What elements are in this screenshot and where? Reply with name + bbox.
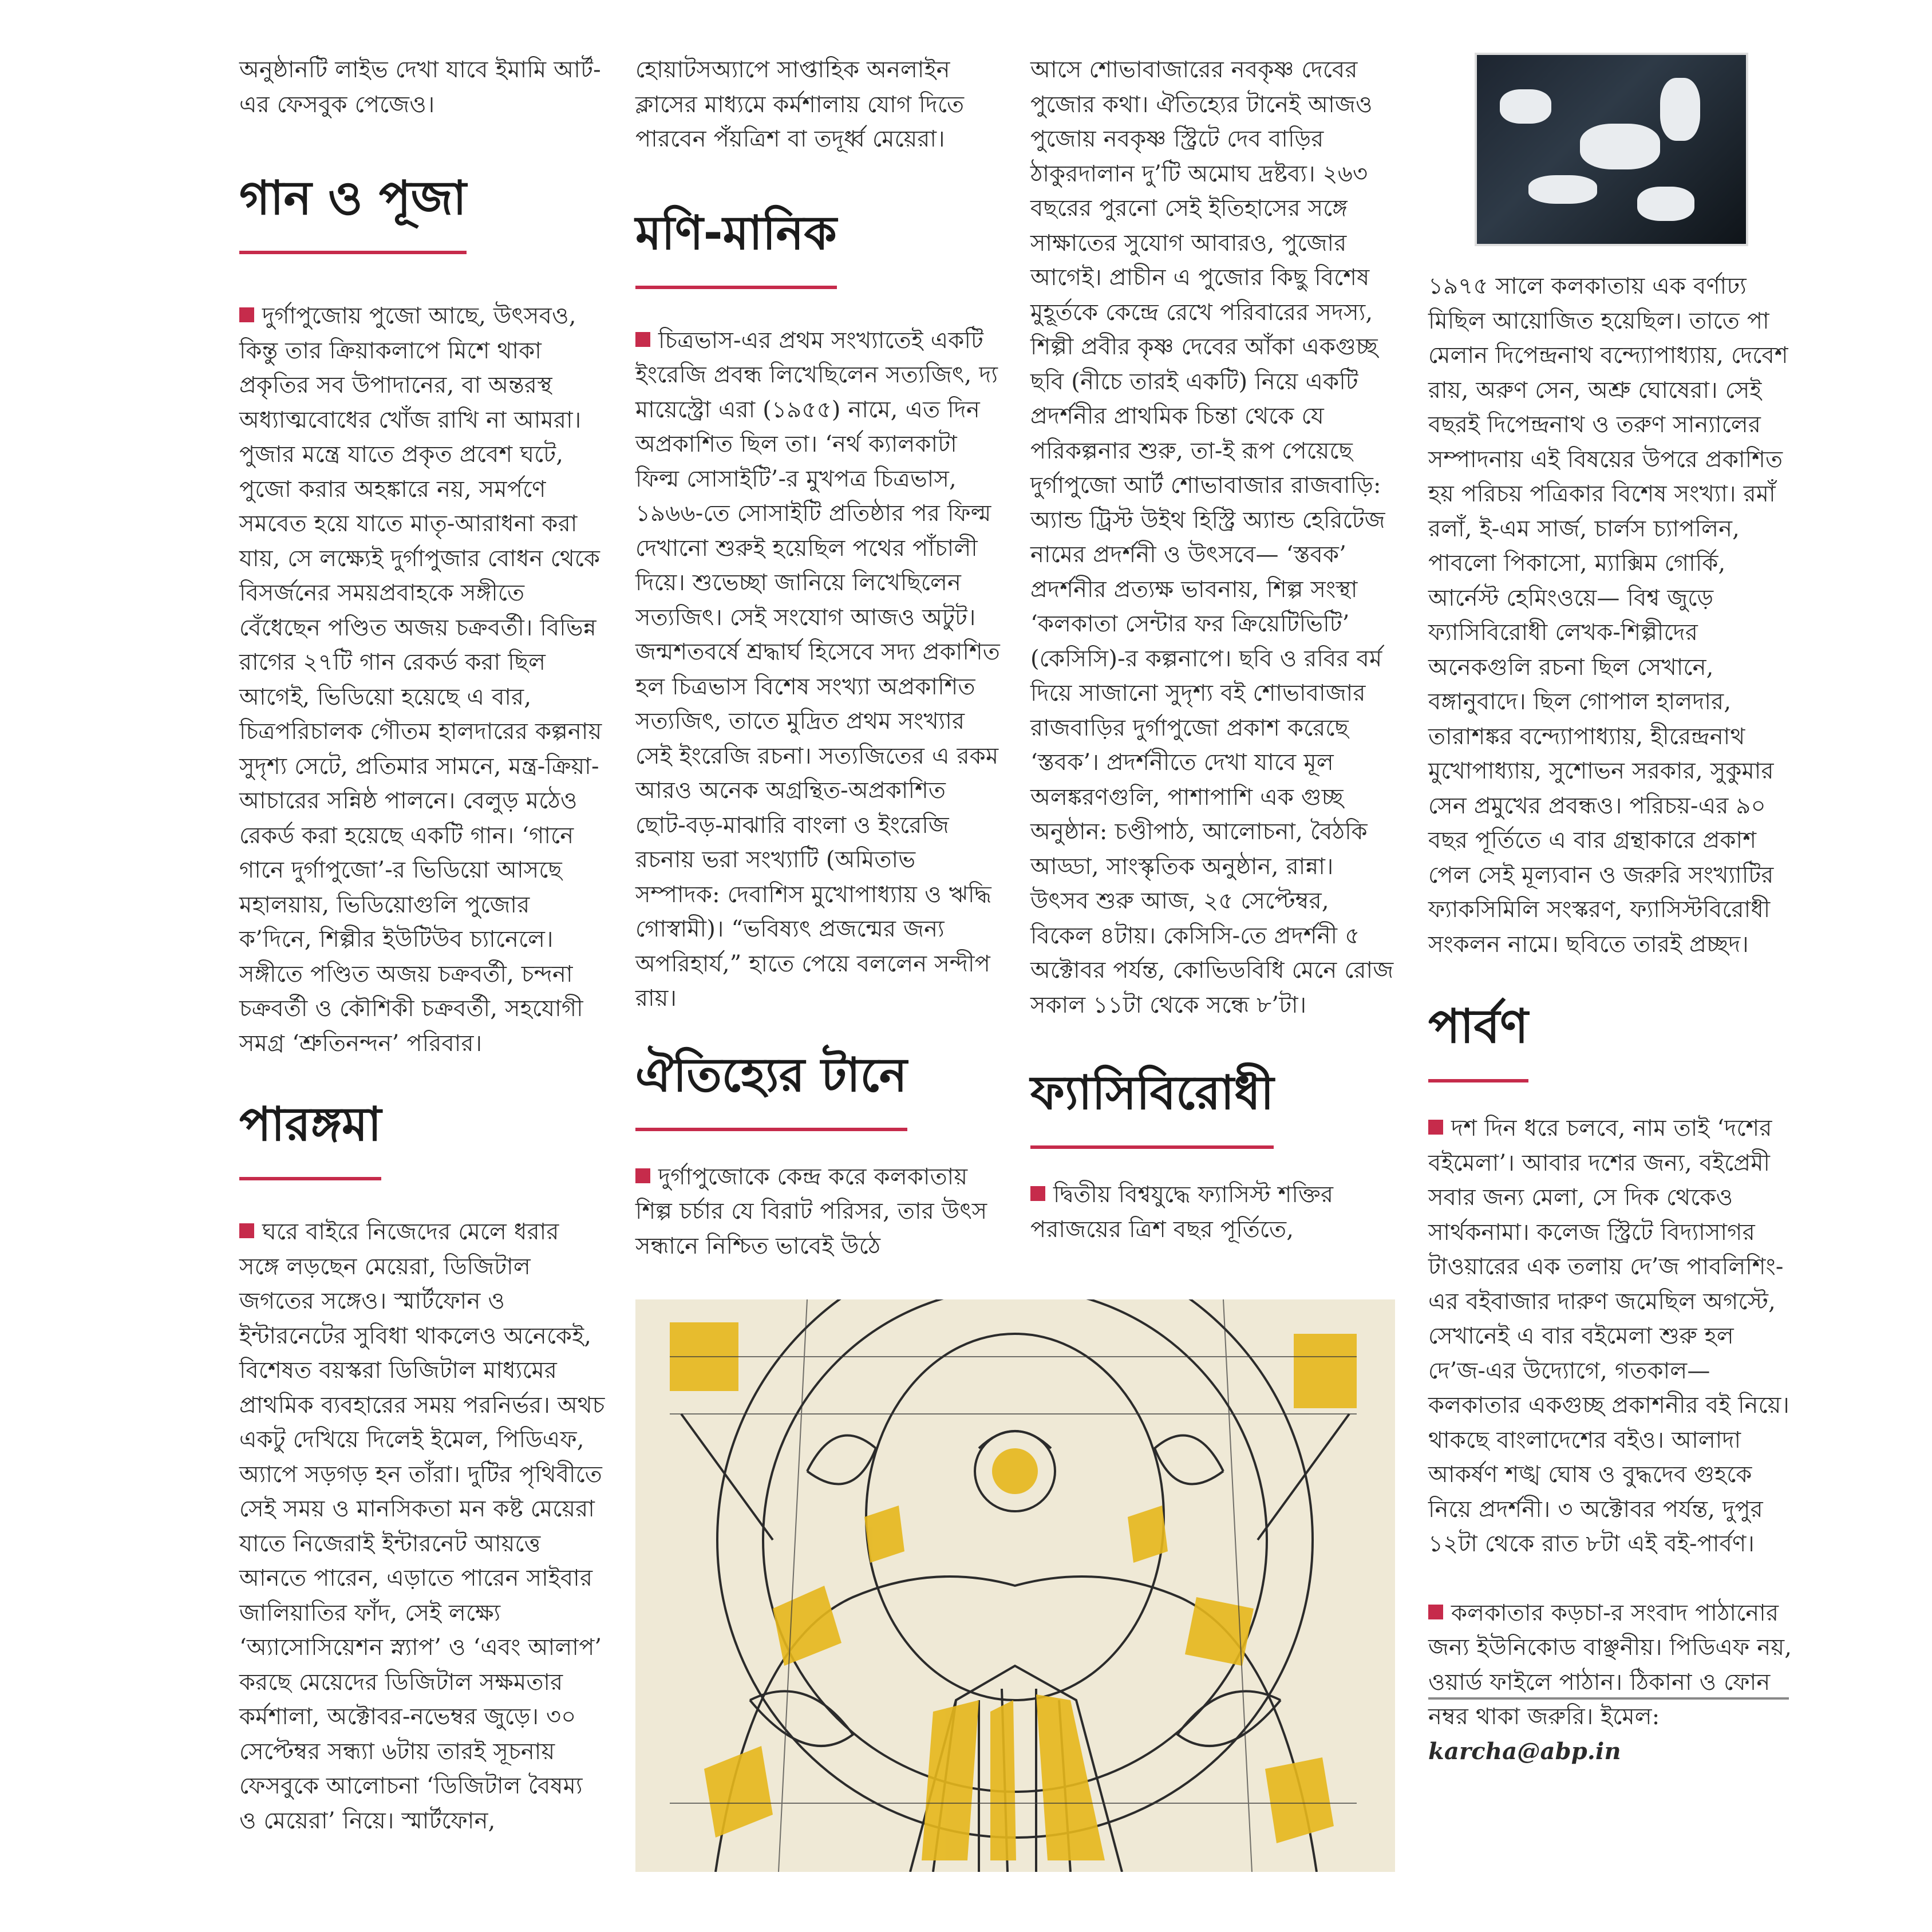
bullet-marker (1428, 1120, 1443, 1135)
article-text: দ্বিতীয় বিশ্বযুদ্ধে ফ্যাসিস্ট শক্তির পরাজয়ের ত্রিশ বছর পূর্তিতে, (1030, 1182, 1334, 1243)
headline-parangama: পারঙ্গমা (239, 1088, 381, 1180)
intro-text: আসে শোভাবাজারের নবকৃষ্ণ দেবের পুজোর কথা। ঐতিহ্যের টানেই আজও পুজোয় নবকৃষ্ণ স্ট্রিটে দেব বাড়ির ঠাকুরদালান দু’টি অমোঘ দ্রষ্টব্য। ২৬৩ বছরের পুরনো সেই ইতিহাসের সঙ্গে সাক্ষাতের সুযোগ আবারও, পুজোর আগেই। প্রাচীন এ পুজোর কিছু বিশেষ মুহূর্তকে কেন্দ্রে রেখে পরিবারের সদস্য, শিল্পী প্রবীর কৃষ্ণ দেবের আঁকা একগুচ্ছ ছবি (নীচে তারই একটি) নিয়ে একটি প্রদর্শনীর প্রাথমিক চিন্তা থেকে যে পরিকল্পনার শুরু, তা-ই রূপ পেয়েছে দুর্গাপুজো আর্ট শোভাবাজার রাজবাড়ি: অ্যান্ড ট্রিস্ট উইথ হিস্ট্রি অ্যান্ড হেরিটেজ নামের প্রদর্শনী ও উৎসবে— ‘স্তবক’ প্রদর্শনীর প্রত্যক্ষ ভাবনায়, শিল্প সংস্থা ‘কলকাতা সেন্টার ফর ক্রিয়েটিভিটি’ (কেসিসি)-র কল্পনাপে। ছবি ও রবির বর্ম দিয়ে সাজানো সুদৃশ্য বই শোভাবাজার রাজবাড়ির দুর্গাপুজো প্রকাশ করেছে ‘স্তবক’। প্রদর্শনীতে দেখা যাবে মূল অলঙ্করণগুলি, পাশাপাশি এক গুচ্ছ অনুষ্ঠান: চণ্ডীপাঠ, আলোচনা, বৈঠকি আড্ডা, সাংস্কৃতিক অনুষ্ঠান, রান্না। উৎসব শুরু আজ, ২৫ সেপ্টেম্বর, বিকেল ৪টায়। কেসিসি-তে প্রদর্শনী ৫ অক্টোবর পর্যন্ত, কোভিডবিধি মেনে রোজ সকাল ১১টা থেকে সন্ধে ৮’টা। (1030, 57, 1394, 1018)
article-text: দশ দিন ধরে চলবে, নাম তাই ‘দশের বইমেলা’। আবার দশের জন্য, বইপ্রেমী সবার জন্য মেলা, সে দিক থেকেও সার্থকনামা। কলেজ স্ট্রিটে বিদ্যাসাগর টাওয়ারের এক তলায় দে’জ পাবলিশিং-এর বইবাজার দারুণ জমেছিল অগস্টে, সেখানেই এ বার বইমেলা শুরু হল দে’জ-এর উদ্যোগে, গতকাল— কলকাতার একগুচ্ছ প্রকাশনীর বই নিয়ে। থাকছে বাংলাদেশের বইও। আলাদা আকর্ষণ শঙ্খ ঘোষ ও বুদ্ধদেব গুহকে নিয়ে প্রদর্শনী। ৩ অক্টোবর পর্যন্ত, দুপুর ১২টা থেকে রাত ৮টা এই বই-পার্বণ। (1428, 1115, 1789, 1557)
headline-gaan-o-puja: গান ও পূজা (239, 162, 467, 254)
bullet-marker (1030, 1186, 1045, 1201)
footer-note-text: কলকাতার কড়চা-র সংবাদ পাঠানোর জন্য ইউনিকোড বাঞ্ছনীয়। পিডিএফ নয়, ওয়ার্ড ফাইলে পাঠান। ঠিকানা ও ফোন নম্বর থাকা জরুরি। ইমেল: (1428, 1599, 1792, 1730)
headline-parbon: পার্বণ (1428, 990, 1528, 1082)
column-3 (1030, 53, 1397, 1247)
article-text: ঘরে বাইরে নিজেদের মেলে ধরার সঙ্গে লড়ছেন মেয়েরা, ডিজিটাল জগতের সঙ্গেও। স্মার্টফোন ও ইন্টারনেটের সুবিধা থাকলেও অনেকেই, বিশেষত বয়স্করা ডিজিটাল মাধ্যমের প্রাথমিক ব্যবহারের সময় পরনির্ভর। অথচ একটু দেখিয়ে দিলেই ইমেল, পিডিএফ, অ্যাপে সড়গড় হন তাঁরা। দুটির পৃথিবীতে সেই সময় ও মানসিকতা মন কষ্ট মেয়েরা যাতে নিজেরাই ইন্টারনেট আয়ত্তে আনতে পারেন, এড়াতে পারেন সাইবার জালিয়াতির ফাঁদ, সেই লক্ষ্যে ‘অ্যাসোসিয়েশন স্ন্যাপ’ ও ‘এবং আলাপ’ করছে মেয়েদের ডিজিটাল সক্ষমতার কর্মশালা, অক্টোবর-নভেম্বর জুড়ে। ৩০ সেপ্টেম্বর সন্ধ্যা ৬টায় তারই সূচনায় ফেসবুকে আলোচনা ‘ডিজিটাল বৈষম্য ও মেয়েরা’ নিয়ে। স্মার্টফোন, (239, 1219, 605, 1834)
bullet-marker (635, 332, 650, 347)
article-parbon (1428, 1111, 1795, 1562)
column-4 (1428, 269, 1795, 1769)
headline-oitijhyer-tane: ঐতিহ্যের টানে (635, 1039, 907, 1131)
article-gaan-o-puja (239, 299, 606, 1061)
article-oitijhyer-tane (635, 1160, 1002, 1264)
magazine-cover-photo (1475, 53, 1748, 246)
intro-text: অনুষ্ঠানটি লাইভ দেখা যাবে ইমামি আর্ট-এর ফেসবুক পেজেও। (239, 57, 601, 118)
article-parangama (239, 1215, 606, 1838)
article-text: দুর্গাপুজোয় পুজো আছে, উৎসবও, কিন্তু তার ক্রিয়াকলাপে মিশে থাকা প্রকৃতির সব উপাদানের, বা অন্তরস্থ অধ্যাত্মবোধের খোঁজ রাখি না আমরা। পুজার মন্ত্রে যাতে প্রকৃত প্রবেশ ঘটে, পুজো করার অহঙ্কারে নয়, সমর্পণে সমবেত হয়ে যাতে মাতৃ-আরাধনা করা যায়, সে লক্ষ্যেই দুর্গাপুজার বোধন থেকে বিসর্জনের সময়প্রবাহকে সঙ্গীতে বেঁধেছেন পণ্ডিত অজয় চক্রবর্তী। বিভিন্ন রাগের ২৭টি গান রেকর্ড করা ছিল আগেই, ভিডিয়ো হয়েছে এ বার, চিত্রপরিচালক গৌতম হালদারের কল্পনায় সুদৃশ্য সেটে, প্রতিমার সামনে, মন্ত্র-ক্রিয়া-আচারের সন্নিষ্ঠ পালনে। বেলুড় মঠেও রেকর্ড করা হয়েছে একটি গান। ‘গানে গানে দুর্গাপুজো’-র ভিডিয়ো আসছে মহালয়ায়, ভিডিয়োগুলি পুজোর ক’দিনে, শিল্পীর ইউটিউব চ্যানেলে। সঙ্গীতে পণ্ডিত অজয় চক্রবর্তী, চন্দনা চক্রবর্তী ও কৌশিকী চক্রবর্তী, সহযোগী সমগ্র ‘শ্রুতিনন্দন’ পরিবার। (239, 303, 602, 1057)
divider (1428, 1697, 1789, 1700)
bullet-marker (1428, 1605, 1443, 1619)
durga-illustration (635, 1299, 1395, 1872)
article-text: চিত্রভাস-এর প্রথম সংখ্যাতেই একটি ইংরেজি প্রবন্ধ লিখেছিলেন সত্যজিৎ, দ্য মায়েস্ট্রো এরা (১৯৫৫) নামে, এত দিন অপ্রকাশিত ছিল তা। ‘নর্থ ক্যালকাটা ফিল্ম সোসাইটি’-র মুখপত্র চিত্রভাস, ১৯৬৬-তে সোসাইটি প্রতিষ্ঠার পর ফিল্ম দেখানো শুরুই হয়েছিল পথের পাঁচালী দিয়ে। শুভেচ্ছা জানিয়ে লিখেছিলেন সত্যজিৎ। সেই সংযোগ আজও অটুট। জন্মশতবর্ষে শ্রদ্ধার্ঘ হিসেবে সদ্য প্রকাশিত হল চিত্রভাস বিশেষ সংখ্যা অপ্রকাশিত সত্যজিৎ, তাতে মুদ্রিত প্রথম সংখ্যার সেই ইংরেজি রচনা। সত্যজিতের এ রকম আরও অনেক অগ্রন্থিত-অপ্রকাশিত ছোট-বড়-মাঝারি বাংলা ও ইংরেজি রচনায় ভরা সংখ্যাটি (অমিতাভ সম্পাদক: দেবাশিস মুখোপাধ্যায় ও ঋদ্ধি গোস্বামী)। “ভবিষ্যৎ প্রজন্মের জন্য অপরিহার্য,” হাতে পেয়ে বললেন সন্দীপ রায়। (635, 327, 1001, 1012)
article-moni-manik (635, 323, 1002, 1016)
bullet-marker (635, 1168, 650, 1183)
article-fascibirodhi-continued: ১৯৭৫ সালে কলকাতায় এক বর্ণাঢ্য মিছিল আয়োজিত হয়েছিল। তাতে পা মেলান দিপেন্দ্রনাথ বন্দ্যোপাধ্যায়, দেবেশ রায়, অরুণ সেন, অশ্রু ঘোষেরা। সেই বছরই দিপেন্দ্রনাথ ও তরুণ সান্যালের সম্পাদনায় এই বিষয়ের উপরে প্রকাশিত হয় পরিচয় পত্রিকার বিশেষ সংখ্যা। রমাঁ রলাঁ, ই-এম সার্জ, চার্লস চ্যাপলিন, পাবলো পিকাসো, ম্যাক্সিম গোর্কি, আর্নেস্ট হেমিংওয়ে— বিশ্ব জুড়ে ফ্যাসিবিরোধী লেখক-শিল্পীদের অনেকগুলি রচনা ছিল সেখানে, বঙ্গানুবাদে। ছিল গোপাল হালদার, তারাশঙ্কর বন্দ্যোপাধ্যায়, হীরেন্দ্রনাথ মুখোপাধ্যায়, সুশোভন সরকার, সুকুমার সেন প্রমুখের প্রবন্ধও। পরিচয়-এর ৯০ বছর পূর্তিতে এ বার গ্রন্থাকারে প্রকাশ পেল সেই মূল্যবান ও জরুরি সংখ্যাটির ফ্যাকসিমিলি সংস্করণ, ফ্যাসিস্টবিরোধী সংকলন নামে। ছবিতে তারই প্রচ্ছদ। (1428, 273, 1788, 958)
column-2 (635, 53, 1002, 1263)
article-text: দুর্গাপুজোকে কেন্দ্র করে কলকাতায় শিল্প চর্চার যে বিরাট পরিসর, তার উৎস সন্ধানে নিশ্চিত ভাবেই উঠে (635, 1163, 987, 1259)
footer-note (1428, 1596, 1795, 1769)
headline-moni-manik: মণি-মানিক (635, 197, 837, 289)
intro-text: হোয়াটসঅ্যাপে সাপ্তাহিক অনলাইন ক্লাসের মাধ্যমে কর্মশালায় যোগ দিতে পারবেন পঁয়ত্রিশ বা তদূর্ধ্ব মেয়েরা। (635, 57, 965, 152)
bullet-marker (239, 1223, 254, 1238)
column-1 (239, 53, 606, 1838)
bullet-marker (239, 307, 254, 322)
headline-fascibirodhi: ফ্যাসিবিরোধী (1030, 1057, 1274, 1149)
email-link[interactable]: karcha@abp.in (1428, 1737, 1621, 1765)
article-fascibirodhi (1030, 1178, 1397, 1247)
illustration-svg (635, 1299, 1395, 1872)
